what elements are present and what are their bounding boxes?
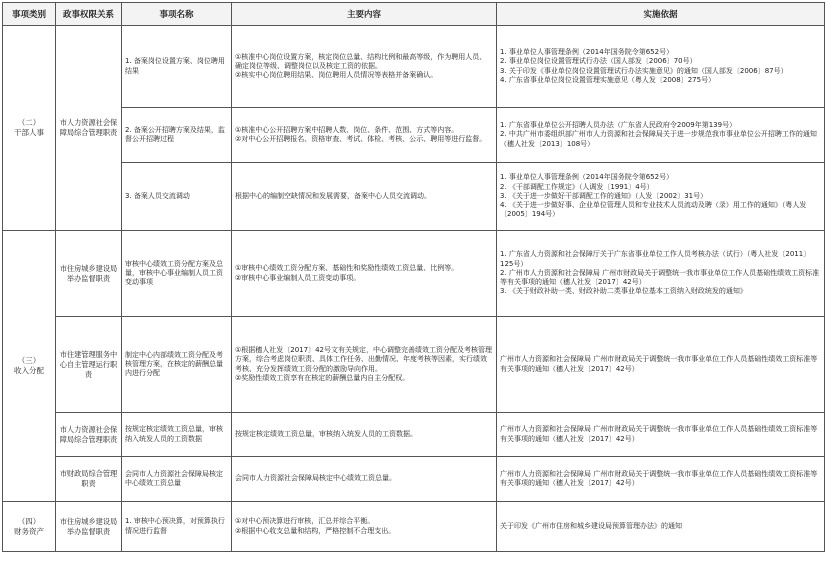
item-name-cell: 3. 备案人员交流调动 — [122, 163, 232, 231]
item-name-cell: 1. 备案岗位设置方案、岗位聘用结果 — [122, 26, 232, 108]
basis-line: 2. 广州市人力资源和社会保障局 广州市财政局关于调整统一我市事业单位工作人员基础性绩效工资标准等有关事项的通知（穗人社发〔2017〕42号） — [500, 268, 820, 287]
basis-line: 3. 《关于财政补助一类、财政补助二类事业单位基本工资纳入财政统发的通知》 — [500, 287, 747, 296]
category-label: （四） 财务资产 — [14, 516, 44, 536]
content-cell — [232, 457, 497, 502]
basis-cell — [497, 317, 825, 413]
content-line: 会同市人力资源社会保障局核定中心绩效工资总量。 — [235, 474, 396, 483]
basis-line: 1. 事业单位人事管理条例（2014年国务院令第652号） — [500, 47, 674, 56]
header-row — [3, 3, 825, 26]
content-line: ①根据穗人社发〔2017〕42号文有关规定，中心调整完善绩效工资分配及考核管理方案，综合考虑岗位职责、具体工作任务、出勤情况、年度考核等因素，实行绩效考核、充分发挥绩效工资分配的激励导向作用。 — [235, 345, 492, 373]
content-line: ②审核中心事业编制人员工资变动事项。 — [235, 273, 361, 282]
item-name-cell: 制定中心内部绩效工资分配及考核管理方案，在核定的薪酬总量内进行分配 — [122, 317, 232, 413]
content-cell — [232, 163, 497, 231]
table-row — [3, 502, 825, 552]
basis-cell — [497, 108, 825, 163]
content-line: ①核准中心公开招聘方案中招聘人数、岗位、条件、范围、方式等内容。 — [235, 125, 459, 134]
relation-cell: 市财政局综合管理职责 — [56, 457, 122, 502]
basis-line: 4. 《关于进一步做好事、企业单位管理人员和专业技术人员流动及聘（录）用工作的通知》（粤人发〔2005〕194号） — [500, 201, 807, 219]
content-line: ②根据中心收支总量和结构，严格控制不合理支出。 — [235, 526, 396, 535]
content-line: ②核实中心岗位聘用结果、岗位聘用人员情况等表格并备案确认。 — [235, 71, 438, 80]
category-cell — [3, 26, 56, 231]
content-line: ②对中心公开招聘报名、资格审查、考试、体检、考核、公示、聘用等进行监督。 — [235, 135, 487, 143]
item-name-cell: 会同市人力资源社会保障局核定中心绩效工资总量 — [122, 457, 232, 502]
header-item-name: 事项名称 — [122, 3, 232, 26]
header-basis: 实施依据 — [497, 3, 825, 26]
header-relation: 政事权限关系 — [56, 3, 122, 26]
basis-line: 1. 广东省人力资源和社会保障厅关于广东省事业单位工作人员考核办法（试行）（粤人社发〔2011〕125号） — [500, 250, 811, 268]
content-line: ①核准中心岗位设置方案，核定岗位总量、结构比例和最高等级，作为聘用人员、确定岗位等级、调整岗位以及核定工资的依据。 — [235, 52, 487, 70]
basis-line: 关于印发《广州市住房和城乡建设局预算管理办法》的通知 — [500, 521, 682, 530]
basis-line: 1. 事业单位人事管理条例（2014年国务院令第652号） — [500, 173, 674, 182]
relation-cell: 市人力资源社会保障局综合管理职责 — [56, 26, 122, 231]
basis-line: 广州市人力资源和社会保障局 广州市财政局关于调整统一我市事业单位工作人员基础性绩效工资标准等有关事项的通知（穗人社发〔2017〕42号） — [500, 355, 818, 373]
basis-cell — [497, 502, 825, 552]
basis-line: 1. 广东省事业单位公开招聘人员办法（广东省人民政府令2009年第139号） — [500, 121, 737, 130]
content-cell — [232, 26, 497, 108]
category-cell — [3, 502, 56, 552]
content-line: ①对中心预决算进行审核，汇总并综合平衡。 — [235, 517, 375, 526]
content-cell — [232, 317, 497, 413]
table-row — [3, 413, 825, 457]
basis-cell — [497, 26, 825, 108]
content-cell — [232, 413, 497, 457]
content-line: 按规定核定绩效工资总量，审核纳入统发人员的工资数据。 — [235, 429, 417, 438]
relation-cell: 市住房城乡建设局举办监督职责 — [56, 231, 122, 317]
basis-cell — [497, 163, 825, 231]
basis-line: 4. 广东省事业单位岗位设置管理实施意见（粤人发〔2008〕275号） — [500, 75, 716, 84]
item-name-cell: 2. 备案公开招聘方案及结果，监督公开招聘过程 — [122, 108, 232, 163]
content-cell — [232, 231, 497, 317]
item-name-cell: 1. 审核中心预决算，对预算执行情况进行监督 — [122, 502, 232, 552]
content-line: ②奖励性绩效工资享有在核定的薪酬总量内自主分配权。 — [235, 373, 410, 382]
table-row — [3, 231, 825, 317]
basis-line: 广州市人力资源和社会保障局 广州市财政局关于调整统一我市事业单位工作人员基础性绩效工资标准等有关事项的通知（穗人社发〔2017〕42号） — [500, 469, 818, 487]
content-line: ①审核中心绩效工资分配方案、基础性和奖励性绩效工资总量、比例等。 — [235, 264, 459, 273]
basis-line: 2. 中共广州市委组织部广州市人力资源和社会保障局关于进一步规范我市事业单位公开招聘工作的通知（穗人社发〔2013〕108号） — [500, 130, 817, 148]
responsibility-table — [2, 2, 825, 552]
content-line: 根据中心的编制空缺情况和发展需要，备案中心人员交流调动。 — [235, 191, 431, 200]
table-row — [3, 163, 825, 231]
basis-line: 2. 事业单位岗位设置管理试行办法（国人部发〔2006〕70号） — [500, 57, 697, 66]
table-row — [3, 108, 825, 163]
table-row — [3, 457, 825, 502]
basis-line: 广州市人力资源和社会保障局 广州市财政局关于调整统一我市事业单位工作人员基础性绩效工资标准等有关事项的通知（穗人社发〔2017〕42号） — [500, 425, 818, 443]
relation-cell: 市住建管理服务中心自主管理运行职责 — [56, 317, 122, 413]
item-name-cell: 审核中心绩效工资分配方案及总量，审核中心事业编制人员工资变动事项 — [122, 231, 232, 317]
table-row — [3, 317, 825, 413]
category-cell — [3, 231, 56, 502]
header-category: 事项类别 — [3, 3, 56, 26]
basis-cell — [497, 231, 825, 317]
relation-cell: 市住房城乡建设局举办监督职责 — [56, 502, 122, 552]
content-cell — [232, 502, 497, 552]
item-name-cell: 按规定核定绩效工资总量，审核纳入统发人员的工资数据 — [122, 413, 232, 457]
relation-cell: 市人力资源社会保障局综合管理职责 — [56, 413, 122, 457]
basis-cell — [497, 413, 825, 457]
category-label: （三） 收入分配 — [14, 356, 44, 375]
category-label: （二） 干部人事 — [14, 118, 44, 137]
basis-line: 3. 关于印发《事业单位岗位设置管理试行办法实施意见》的通知（国人部发〔2006〕87号） — [500, 66, 788, 75]
table-row — [3, 26, 825, 108]
basis-cell — [497, 457, 825, 502]
content-cell — [232, 108, 497, 163]
basis-line: 2. 《干部调配工作规定》（人调发〔1991〕4号） — [500, 182, 654, 191]
basis-line: 3. 《关于进一步做好干部调配工作的通知》（人发〔2002〕31号） — [500, 191, 708, 200]
header-main-content: 主要内容 — [232, 3, 497, 26]
